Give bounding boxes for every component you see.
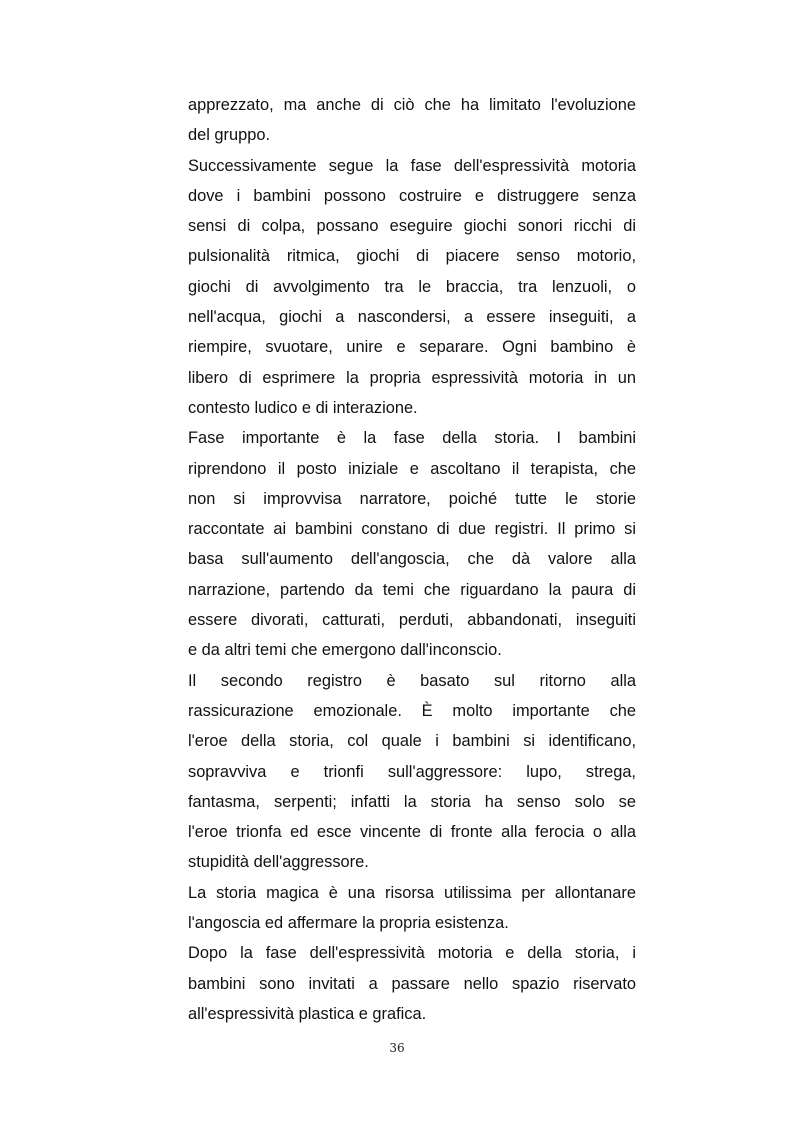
text-line: Successivamente segue la fase dell'espressività motoria xyxy=(188,156,636,175)
paragraph xyxy=(188,878,636,939)
paragraph xyxy=(188,938,636,1029)
page-body xyxy=(188,90,636,1029)
text-line: l'eroe della storia, col quale i bambini si identificano, xyxy=(188,732,636,751)
text-line: sensi di colpa, possano eseguire giochi sonori ricchi di xyxy=(188,217,636,236)
text-line: libero di esprimere la propria espressività motoria in un xyxy=(188,368,636,387)
text-line: Fase importante è la fase della storia. I bambini xyxy=(188,429,636,448)
text-line: bambini sono invitati a passare nello spazio riservato xyxy=(188,974,636,993)
paragraph xyxy=(188,90,636,151)
text-line: Dopo la fase dell'espressività motoria e della storia, i xyxy=(188,944,636,963)
text-line: basa sull'aumento dell'angoscia, che dà valore alla xyxy=(188,550,636,569)
paragraph xyxy=(188,423,636,665)
text-line: fantasma, serpenti; infatti la storia ha senso solo se xyxy=(188,792,636,811)
page-number: 36 xyxy=(389,1041,405,1055)
text-line: La storia magica è una risorsa utilissima per allontanare xyxy=(188,883,636,902)
text-line: l'angoscia ed affermare la propria esistenza. xyxy=(188,914,509,933)
text-line: pulsionalità ritmica, giochi di piacere senso motorio, xyxy=(188,247,636,266)
text-line: contesto ludico e di interazione. xyxy=(188,398,418,417)
text-line: essere divorati, catturati, perduti, abbandonati, inseguiti xyxy=(188,611,636,630)
text-line: nell'acqua, giochi a nascondersi, a essere inseguiti, a xyxy=(188,308,636,327)
text-line: e da altri temi che emergono dall'inconscio. xyxy=(188,641,502,660)
text-line: rassicurazione emozionale. È molto importante che xyxy=(188,701,636,720)
text-line: del gruppo. xyxy=(188,126,271,145)
text-line: dove i bambini possono costruire e distruggere senza xyxy=(188,186,636,205)
paragraph xyxy=(188,666,636,878)
text-line: riempire, svuotare, unire e separare. Ogni bambino è xyxy=(188,338,636,357)
text-line: narrazione, partendo da temi che riguardano la paura di xyxy=(188,580,636,599)
text-line: non si improvvisa narratore, poiché tutte le storie xyxy=(188,489,636,508)
text-line: raccontate ai bambini constano di due registri. Il primo si xyxy=(188,520,636,539)
text-line: stupidità dell'aggressore. xyxy=(188,853,369,872)
text-line: giochi di avvolgimento tra le braccia, tra lenzuoli, o xyxy=(188,277,636,296)
text-line: sopravviva e trionfi sull'aggressore: lupo, strega, xyxy=(188,762,636,781)
text-line: l'eroe trionfa ed esce vincente di fronte alla ferocia o alla xyxy=(188,823,636,842)
text-line: Il secondo registro è basato sul ritorno alla xyxy=(188,671,636,690)
paragraph xyxy=(188,151,636,424)
text-line: riprendono il posto iniziale e ascoltano il terapista, che xyxy=(188,459,636,478)
text-line: all'espressività plastica e grafica. xyxy=(188,1004,427,1023)
text-line: apprezzato, ma anche di ciò che ha limitato l'evoluzione xyxy=(188,96,636,114)
